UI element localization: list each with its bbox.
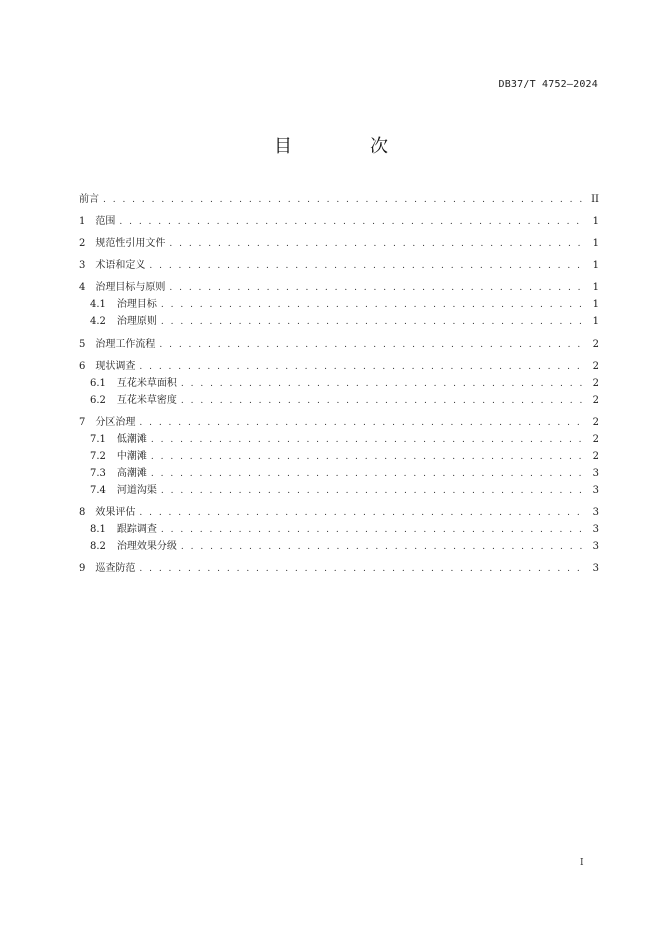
toc-entry-page: 1 — [592, 316, 599, 327]
toc-entry-7-4[interactable] — [79, 484, 599, 498]
toc-entry-label: 范围 — [95, 216, 116, 227]
toc-entry-label: 现状调查 — [95, 361, 136, 372]
toc-entry-6-1[interactable] — [79, 377, 599, 391]
toc-entry-number: 4.1 — [90, 299, 106, 310]
toc-entry-number: 7 — [79, 417, 86, 428]
toc-entry-label: 治理工作流程 — [95, 339, 156, 350]
leader-dots — [161, 523, 585, 537]
toc-entry-label: 河道沟渠 — [116, 485, 157, 496]
toc-entry-label: 治理原则 — [116, 316, 157, 327]
toc-entry-page: 2 — [592, 395, 599, 406]
leader-dots — [139, 562, 585, 576]
toc-entry-label: 治理目标与原则 — [95, 282, 166, 293]
toc-entry-page: II — [591, 194, 599, 205]
toc-entry-number: 2 — [79, 238, 86, 249]
toc-entry-label: 术语和定义 — [95, 260, 146, 271]
toc-entry-number: 7.1 — [90, 434, 106, 445]
toc-entry-label: 中潮滩 — [116, 451, 147, 462]
toc-entry-8-2[interactable] — [79, 540, 599, 554]
page-number: I — [580, 858, 584, 868]
toc-entry-foreword[interactable] — [79, 193, 599, 207]
toc-entry-page: 3 — [592, 507, 599, 518]
toc-entry-page: 2 — [592, 417, 599, 428]
toc-entry-page: 1 — [592, 282, 599, 293]
toc-entry-8-1[interactable] — [79, 523, 599, 537]
toc-entry-label: 分区治理 — [95, 417, 136, 428]
toc-title: 目 次 — [274, 136, 418, 157]
toc-entry-4-2[interactable] — [79, 315, 599, 329]
toc-entry-label: 高潮滩 — [116, 468, 147, 479]
toc-entry-page: 3 — [592, 485, 599, 496]
document-code: DB37/T 4752—2024 — [498, 79, 598, 90]
toc-entry-page: 1 — [592, 238, 599, 249]
toc-entry-label: 跟踪调查 — [116, 524, 157, 535]
leader-dots — [139, 416, 585, 430]
toc-entry-page: 1 — [592, 216, 599, 227]
toc-entry-page: 2 — [592, 451, 599, 462]
toc-entry-label: 治理目标 — [116, 299, 157, 310]
toc-entry-number: 7.4 — [90, 485, 106, 496]
toc-entry-3[interactable] — [79, 259, 599, 273]
toc-entry-number: 4.2 — [90, 316, 106, 327]
toc-entry-number: 6 — [79, 361, 86, 372]
toc-entry-7-1[interactable] — [79, 433, 599, 447]
toc-entry-7-3[interactable] — [79, 467, 599, 481]
leader-dots — [169, 237, 585, 251]
toc-entry-number: 8.2 — [90, 541, 106, 552]
toc-entry-label: 规范性引用文件 — [95, 238, 166, 249]
toc-entry-4-1[interactable] — [79, 298, 599, 312]
toc-entry-page: 3 — [592, 524, 599, 535]
toc-entry-8[interactable] — [79, 506, 599, 520]
toc-entry-number: 8 — [79, 507, 86, 518]
leader-dots — [181, 377, 585, 391]
toc-entry-label: 低潮滩 — [116, 434, 147, 445]
toc-entry-9[interactable] — [79, 562, 599, 576]
toc-entry-page: 3 — [592, 563, 599, 574]
toc-entry-6-2[interactable] — [79, 394, 599, 408]
toc-entry-5[interactable] — [79, 338, 599, 352]
leader-dots — [169, 281, 585, 295]
toc-entry-6[interactable] — [79, 360, 599, 374]
toc-entry-page: 2 — [592, 339, 599, 350]
toc-entry-page: 1 — [592, 260, 599, 271]
leader-dots — [159, 338, 585, 352]
leader-dots — [181, 394, 585, 408]
leader-dots — [151, 450, 585, 464]
toc-entry-label: 效果评估 — [95, 507, 136, 518]
toc-entry-number: 8.1 — [90, 524, 106, 535]
toc-entry-label: 治理效果分级 — [116, 541, 177, 552]
leader-dots — [151, 433, 585, 447]
toc-entry-number: 7.3 — [90, 468, 106, 479]
toc-entry-label: 互花米草密度 — [116, 395, 177, 406]
toc-entry-number: 7.2 — [90, 451, 106, 462]
toc-entry-label: 前言 — [79, 194, 99, 205]
toc-entry-2[interactable] — [79, 237, 599, 251]
toc-entry-number: 3 — [79, 260, 86, 271]
leader-dots — [181, 540, 585, 554]
toc-entry-7-2[interactable] — [79, 450, 599, 464]
toc-entry-label: 巡查防范 — [95, 563, 136, 574]
leader-dots — [149, 259, 585, 273]
toc-entry-number: 6.1 — [90, 378, 106, 389]
toc-entry-number: 4 — [79, 282, 86, 293]
toc-entry-page: 3 — [592, 468, 599, 479]
toc-entry-page: 2 — [592, 378, 599, 389]
toc-entry-label: 互花米草面积 — [116, 378, 177, 389]
toc-entry-7[interactable] — [79, 416, 599, 430]
leader-dots — [103, 193, 585, 207]
toc-entry-page: 1 — [592, 299, 599, 310]
leader-dots — [161, 315, 585, 329]
toc-entry-1[interactable] — [79, 215, 599, 229]
toc-entry-4[interactable] — [79, 281, 599, 295]
toc-entry-number: 5 — [79, 339, 86, 350]
leader-dots — [161, 298, 585, 312]
leader-dots — [139, 506, 585, 520]
toc-entry-page: 3 — [592, 541, 599, 552]
leader-dots — [151, 467, 585, 481]
toc-entry-number: 9 — [79, 563, 86, 574]
toc-entry-page: 2 — [592, 434, 599, 445]
leader-dots — [139, 360, 585, 374]
toc-entry-number: 6.2 — [90, 395, 106, 406]
toc-entry-number: 1 — [79, 216, 86, 227]
leader-dots — [161, 484, 585, 498]
toc-entry-page: 2 — [592, 361, 599, 372]
leader-dots — [119, 215, 585, 229]
